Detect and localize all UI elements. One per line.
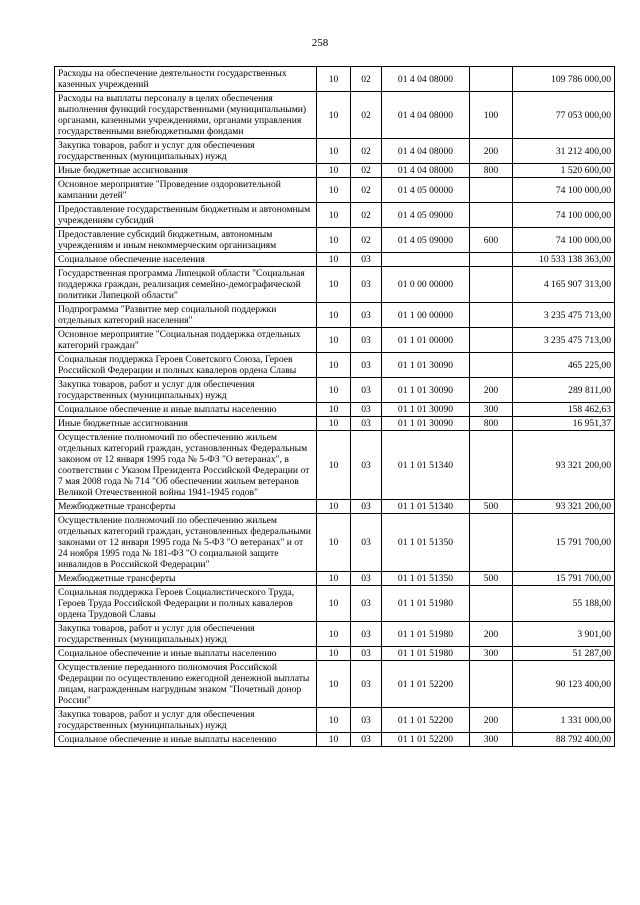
section-code-cell: 10 xyxy=(317,303,351,328)
subsection-code-cell: 03 xyxy=(351,267,382,303)
expense-name-cell: Межбюджетные трансферты xyxy=(55,572,317,586)
expense-name-cell: Социальная поддержка Героев Социалистического Труда, Героев Труда Российской Федерации и полных кавалеров ордена Трудовой Славы xyxy=(55,586,317,622)
amount-cell: 51 287,00 xyxy=(513,647,615,661)
section-code-cell: 10 xyxy=(317,417,351,431)
subsection-code-cell: 03 xyxy=(351,253,382,267)
expense-type-cell: 200 xyxy=(470,378,513,403)
budget-table-body xyxy=(55,67,615,747)
expense-type-cell: 300 xyxy=(470,733,513,747)
target-article-cell: 01 4 05 00000 xyxy=(382,178,470,203)
amount-cell: 74 100 000,00 xyxy=(513,178,615,203)
section-code-cell: 10 xyxy=(317,139,351,164)
target-article-cell: 01 1 01 51980 xyxy=(382,647,470,661)
section-code-cell: 10 xyxy=(317,586,351,622)
amount-cell: 1 520 600,00 xyxy=(513,164,615,178)
expense-name-cell: Осуществление переданного полномочия Российской Федерации по осуществлению ежегодной денежной выплаты лицам, награжденным нагрудным знаком "Почетный донор России" xyxy=(55,661,317,708)
amount-cell: 93 321 200,00 xyxy=(513,431,615,500)
target-article-cell: 01 1 01 52200 xyxy=(382,708,470,733)
subsection-code-cell: 02 xyxy=(351,67,382,92)
table-row xyxy=(55,417,615,431)
subsection-code-cell: 03 xyxy=(351,708,382,733)
subsection-code-cell: 03 xyxy=(351,572,382,586)
amount-cell: 4 165 907 313,00 xyxy=(513,267,615,303)
expense-name-cell: Закупка товаров, работ и услуг для обеспечения государственных (муниципальных) нужд xyxy=(55,378,317,403)
expense-type-cell xyxy=(470,431,513,500)
section-code-cell: 10 xyxy=(317,178,351,203)
table-row xyxy=(55,228,615,253)
expense-name-cell: Социальная поддержка Героев Советского Союза, Героев Российской Федерации и полных кавалеров ордена Славы xyxy=(55,353,317,378)
table-row xyxy=(55,622,615,647)
expense-type-cell: 100 xyxy=(470,92,513,139)
table-row xyxy=(55,647,615,661)
subsection-code-cell: 03 xyxy=(351,661,382,708)
section-code-cell: 10 xyxy=(317,514,351,572)
expense-type-cell xyxy=(470,303,513,328)
target-article-cell: 01 1 01 30090 xyxy=(382,403,470,417)
expense-type-cell xyxy=(470,661,513,708)
expense-type-cell xyxy=(470,353,513,378)
table-row xyxy=(55,431,615,500)
subsection-code-cell: 03 xyxy=(351,514,382,572)
target-article-cell: 01 0 00 00000 xyxy=(382,267,470,303)
subsection-code-cell: 03 xyxy=(351,403,382,417)
target-article-cell: 01 4 04 08000 xyxy=(382,92,470,139)
section-code-cell: 10 xyxy=(317,647,351,661)
expense-type-cell: 300 xyxy=(470,403,513,417)
expense-type-cell: 800 xyxy=(470,417,513,431)
table-row xyxy=(55,92,615,139)
table-row xyxy=(55,253,615,267)
subsection-code-cell: 03 xyxy=(351,647,382,661)
target-article-cell: 01 4 04 08000 xyxy=(382,164,470,178)
expense-name-cell: Закупка товаров, работ и услуг для обеспечения государственных (муниципальных) нужд xyxy=(55,622,317,647)
amount-cell: 88 792 400,00 xyxy=(513,733,615,747)
target-article-cell: 01 1 01 51980 xyxy=(382,586,470,622)
expense-type-cell xyxy=(470,267,513,303)
target-article-cell: 01 1 01 52200 xyxy=(382,661,470,708)
amount-cell: 74 100 000,00 xyxy=(513,228,615,253)
expense-type-cell: 200 xyxy=(470,708,513,733)
subsection-code-cell: 03 xyxy=(351,431,382,500)
subsection-code-cell: 03 xyxy=(351,303,382,328)
target-article-cell: 01 4 04 08000 xyxy=(382,139,470,164)
subsection-code-cell: 03 xyxy=(351,353,382,378)
section-code-cell: 10 xyxy=(317,203,351,228)
table-row xyxy=(55,572,615,586)
section-code-cell: 10 xyxy=(317,164,351,178)
expense-name-cell: Социальное обеспечение и иные выплаты населению xyxy=(55,733,317,747)
page-number: 258 xyxy=(311,37,329,49)
amount-cell: 289 811,00 xyxy=(513,378,615,403)
amount-cell: 16 951,37 xyxy=(513,417,615,431)
section-code-cell: 10 xyxy=(317,661,351,708)
section-code-cell: 10 xyxy=(317,572,351,586)
amount-cell: 465 225,00 xyxy=(513,353,615,378)
expense-type-cell xyxy=(470,203,513,228)
expense-name-cell: Иные бюджетные ассигнования xyxy=(55,417,317,431)
subsection-code-cell: 03 xyxy=(351,378,382,403)
amount-cell: 90 123 400,00 xyxy=(513,661,615,708)
amount-cell: 158 462,63 xyxy=(513,403,615,417)
section-code-cell: 10 xyxy=(317,403,351,417)
expense-name-cell: Государственная программа Липецкой области "Социальная поддержка граждан, реализация семейно-демографической политики Липецкой области" xyxy=(55,267,317,303)
expense-name-cell: Межбюджетные трансферты xyxy=(55,500,317,514)
table-row xyxy=(55,203,615,228)
expense-type-cell: 300 xyxy=(470,647,513,661)
target-article-cell: 01 1 01 52200 xyxy=(382,733,470,747)
expense-type-cell xyxy=(470,328,513,353)
subsection-code-cell: 02 xyxy=(351,139,382,164)
expense-name-cell: Основное мероприятие "Социальная поддержка отдельных категорий граждан" xyxy=(55,328,317,353)
amount-cell: 3 235 475 713,00 xyxy=(513,303,615,328)
expense-name-cell: Закупка товаров, работ и услуг для обеспечения государственных (муниципальных) нужд xyxy=(55,708,317,733)
amount-cell: 15 791 700,00 xyxy=(513,514,615,572)
expense-name-cell: Осуществление полномочий по обеспечению жильем отдельных категорий граждан, установленных федеральными законами от 12 января 1995 года № 5-ФЗ "О ветеранах" и от 24 ноября 1995 года № 181-ФЗ "О социальной защите инвалидов в Российской Федерации" xyxy=(55,514,317,572)
amount-cell: 31 212 400,00 xyxy=(513,139,615,164)
section-code-cell: 10 xyxy=(317,500,351,514)
table-row xyxy=(55,586,615,622)
target-article-cell: 01 1 01 30090 xyxy=(382,417,470,431)
subsection-code-cell: 02 xyxy=(351,228,382,253)
amount-cell: 10 533 138 363,00 xyxy=(513,253,615,267)
subsection-code-cell: 03 xyxy=(351,622,382,647)
amount-cell: 55 188,00 xyxy=(513,586,615,622)
subsection-code-cell: 03 xyxy=(351,733,382,747)
section-code-cell: 10 xyxy=(317,92,351,139)
section-code-cell: 10 xyxy=(317,378,351,403)
table-row xyxy=(55,708,615,733)
section-code-cell: 10 xyxy=(317,353,351,378)
table-row xyxy=(55,267,615,303)
table-row xyxy=(55,353,615,378)
subsection-code-cell: 02 xyxy=(351,92,382,139)
target-article-cell xyxy=(382,253,470,267)
target-article-cell: 01 1 01 00000 xyxy=(382,328,470,353)
expense-type-cell: 500 xyxy=(470,500,513,514)
expense-name-cell: Предоставление субсидий бюджетным, автономным учреждениям и иным некоммерческим организациям xyxy=(55,228,317,253)
expense-type-cell: 500 xyxy=(470,572,513,586)
expense-name-cell: Подпрограмма "Развитие мер социальной поддержки отдельных категорий населения" xyxy=(55,303,317,328)
subsection-code-cell: 03 xyxy=(351,500,382,514)
amount-cell: 77 053 000,00 xyxy=(513,92,615,139)
section-code-cell: 10 xyxy=(317,733,351,747)
target-article-cell: 01 1 01 51350 xyxy=(382,572,470,586)
expense-type-cell xyxy=(470,67,513,92)
expense-type-cell: 800 xyxy=(470,164,513,178)
target-article-cell: 01 1 01 51340 xyxy=(382,431,470,500)
amount-cell: 3 901,00 xyxy=(513,622,615,647)
target-article-cell: 01 4 04 08000 xyxy=(382,67,470,92)
expense-name-cell: Расходы на выплаты персоналу в целях обеспечения выполнения функций государственными (муниципальными) органами, казенными учреждениями, органами управления государственными внебюджетными фондами xyxy=(55,92,317,139)
expense-name-cell: Социальное обеспечение и иные выплаты населению xyxy=(55,647,317,661)
amount-cell: 93 321 200,00 xyxy=(513,500,615,514)
table-row xyxy=(55,514,615,572)
amount-cell: 109 786 000,00 xyxy=(513,67,615,92)
table-row xyxy=(55,733,615,747)
table-row xyxy=(55,328,615,353)
expense-name-cell: Основное мероприятие "Проведение оздоровительной кампании детей" xyxy=(55,178,317,203)
budget-table xyxy=(54,66,615,747)
target-article-cell: 01 1 01 30090 xyxy=(382,378,470,403)
target-article-cell: 01 1 00 00000 xyxy=(382,303,470,328)
expense-type-cell xyxy=(470,253,513,267)
subsection-code-cell: 03 xyxy=(351,417,382,431)
section-code-cell: 10 xyxy=(317,622,351,647)
expense-name-cell: Осуществление полномочий по обеспечению жильем отдельных категорий граждан, установленных Федеральным законом от 12 января 1995 года № 5-ФЗ "О ветеранах", в соответствии с Указом Президента Российской Федерации от 7 мая 2008 года № 714 "Об обеспечении жильем ветеранов Великой Отечественной войны 1941-1945 годов" xyxy=(55,431,317,500)
expense-name-cell: Расходы на обеспечение деятельности государственных казенных учреждений xyxy=(55,67,317,92)
table-row xyxy=(55,661,615,708)
subsection-code-cell: 03 xyxy=(351,328,382,353)
expense-name-cell: Закупка товаров, работ и услуг для обеспечения государственных (муниципальных) нужд xyxy=(55,139,317,164)
expense-name-cell: Социальное обеспечение населения xyxy=(55,253,317,267)
expense-type-cell: 200 xyxy=(470,139,513,164)
target-article-cell: 01 1 01 51340 xyxy=(382,500,470,514)
amount-cell: 15 791 700,00 xyxy=(513,572,615,586)
expense-name-cell: Социальное обеспечение и иные выплаты населению xyxy=(55,403,317,417)
subsection-code-cell: 02 xyxy=(351,178,382,203)
section-code-cell: 10 xyxy=(317,67,351,92)
table-row xyxy=(55,67,615,92)
section-code-cell: 10 xyxy=(317,253,351,267)
section-code-cell: 10 xyxy=(317,708,351,733)
amount-cell: 74 100 000,00 xyxy=(513,203,615,228)
subsection-code-cell: 02 xyxy=(351,164,382,178)
section-code-cell: 10 xyxy=(317,328,351,353)
table-row xyxy=(55,403,615,417)
section-code-cell: 10 xyxy=(317,228,351,253)
expense-type-cell xyxy=(470,178,513,203)
expense-name-cell: Предоставление государственным бюджетным и автономным учреждениям субсидий xyxy=(55,203,317,228)
table-row xyxy=(55,139,615,164)
target-article-cell: 01 1 01 51350 xyxy=(382,514,470,572)
amount-cell: 1 331 000,00 xyxy=(513,708,615,733)
table-row xyxy=(55,500,615,514)
subsection-code-cell: 02 xyxy=(351,203,382,228)
table-row xyxy=(55,378,615,403)
table-row xyxy=(55,164,615,178)
expense-type-cell: 200 xyxy=(470,622,513,647)
target-article-cell: 01 4 05 09000 xyxy=(382,203,470,228)
target-article-cell: 01 1 01 51980 xyxy=(382,622,470,647)
table-row xyxy=(55,303,615,328)
amount-cell: 3 235 475 713,00 xyxy=(513,328,615,353)
target-article-cell: 01 4 05 09000 xyxy=(382,228,470,253)
expense-type-cell xyxy=(470,514,513,572)
section-code-cell: 10 xyxy=(317,431,351,500)
subsection-code-cell: 03 xyxy=(351,586,382,622)
expense-name-cell: Иные бюджетные ассигнования xyxy=(55,164,317,178)
table-row xyxy=(55,178,615,203)
section-code-cell: 10 xyxy=(317,267,351,303)
expense-type-cell xyxy=(470,586,513,622)
target-article-cell: 01 1 01 30090 xyxy=(382,353,470,378)
expense-type-cell: 600 xyxy=(470,228,513,253)
